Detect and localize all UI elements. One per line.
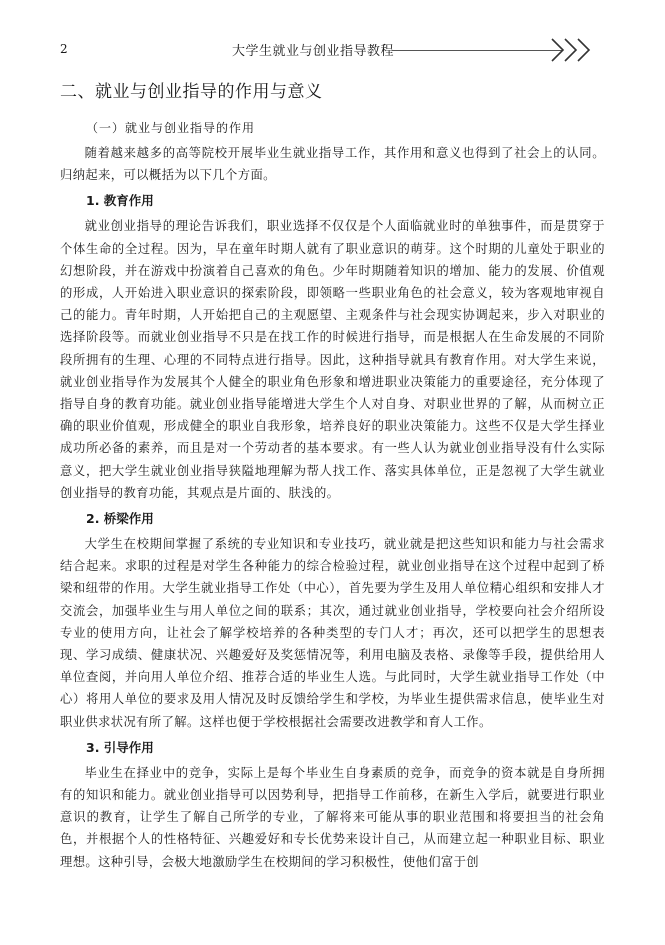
item-title-bridge: 2. 桥梁作用 xyxy=(86,511,154,527)
page-header xyxy=(0,0,665,80)
chevron-arrows-icon xyxy=(550,36,600,64)
item-title-education: 1. 教育作用 xyxy=(86,193,154,209)
item-paragraph-education: 就业创业指导的理论告诉我们，职业选择不仅仅是个人面临就业时的单独事件，而是贯穿于个体生命的全过程。因为，早在童年时期人就有了职业意识的萌芽。这个时期的儿童处于职业的幻想阶段，并在游戏中扮演着自己喜欢的角色。少年时期随着知识的增加、能力的发展、价值观的形成，人开始进入职业意识的探索阶段，即领略一些职业角色的社会意义，较为客观地审视自己的能力。青年时期，人开始把自己的主观愿望、主观条件与社会现实协调起来，步入对职业的选择阶段等。而就业创业指导不只是在找工作的时候进行指导，而是根据人在生命发展的不同阶段所拥有的生理、心理的不同特点进行指导。因此，这种指导就具有教育作用。对大学生来说，就业创业指导作为发展其个人健全的职业角色形象和增进职业决策能力的重要途径，充分体现了指导自身的教育功能。就业创业指导能增进大学生个人对自身、对职业世界的了解，从而树立正确的职业价值观，形成健全的职业自我形象，培养良好的职业决策能力。这些不仅是大学生择业成功所必备的素养，而且是对一个劳动者的基本要求。有一些人认为就业创业指导没有什么实际意义，把大学生就业创业指导狭隘地理解为帮人找工作、落实具体单位，正是忽视了大学生就业创业指导的教育功能，其观点是片面的、肤浅的。 xyxy=(60,219,605,500)
section-title: 二、就业与创业指导的作用与意义 xyxy=(60,82,323,102)
subsection-title: （一）就业与创业指导的作用 xyxy=(86,121,256,135)
page-number: 2 xyxy=(60,42,68,56)
page-content xyxy=(60,80,605,873)
running-title: 大学生就业与创业指导教程 xyxy=(232,44,395,59)
item-paragraph-guidance: 毕业生在择业中的竞争，实际上是每个毕业生自身素质的竞争，而竞争的资本就是自身所拥有的知识和能力。就业创业指导可以因势利导，把指导工作前移，在新生入学后，就要进行职业意识的教育，让学生了解自己所学的专业，了解将来可能从事的职业范围和将要担当的社会角色，并根据个人的性格特征、兴趣爱好和专长优势来设计自己，从而建立起一种职业目标、职业理想。这种引导，会极大地激励学生在校期间的学习积极性，使他们富于创 xyxy=(60,765,605,869)
item-paragraph-bridge: 大学生在校期间掌握了系统的专业知识和专业技巧，就业就是把这些知识和能力与社会需求结合起来。求职的过程是对学生各种能力的综合检验过程，就业创业指导在这个过程中起到了桥梁和纽带的作用。大学生就业指导工作处（中心），首先要为学生及用人单位精心组织和安排人才交流会，加强毕业生与用人单位之间的联系；其次，通过就业创业指导，学校要向社会介绍所设专业的使用方向，让社会了解学校培养的各种类型的专门人才；再次，还可以把学生的思想表现、学习成绩、健康状况、兴趣爱好及奖惩情况等，利用电脑及表格、录像等手段，提供给用人单位查阅，并向用人单位介绍、推荐合适的毕业生人选。与此同时，大学生就业指导工作处（中心）将用人单位的要求及用人情况及时反馈给学生和学校，为毕业生提供需求信息，使毕业生对职业供求状况有所了解。这样也便于学校根据社会需要改进教学和育人工作。 xyxy=(60,537,605,729)
header-rule xyxy=(392,50,562,51)
item-title-guidance: 3. 引导作用 xyxy=(86,739,154,755)
intro-paragraph: 随着越来越多的高等院校开展毕业生就业指导工作，其作用和意义也得到了社会上的认同。归纳起来，可以概括为以下几个方面。 xyxy=(60,146,605,183)
